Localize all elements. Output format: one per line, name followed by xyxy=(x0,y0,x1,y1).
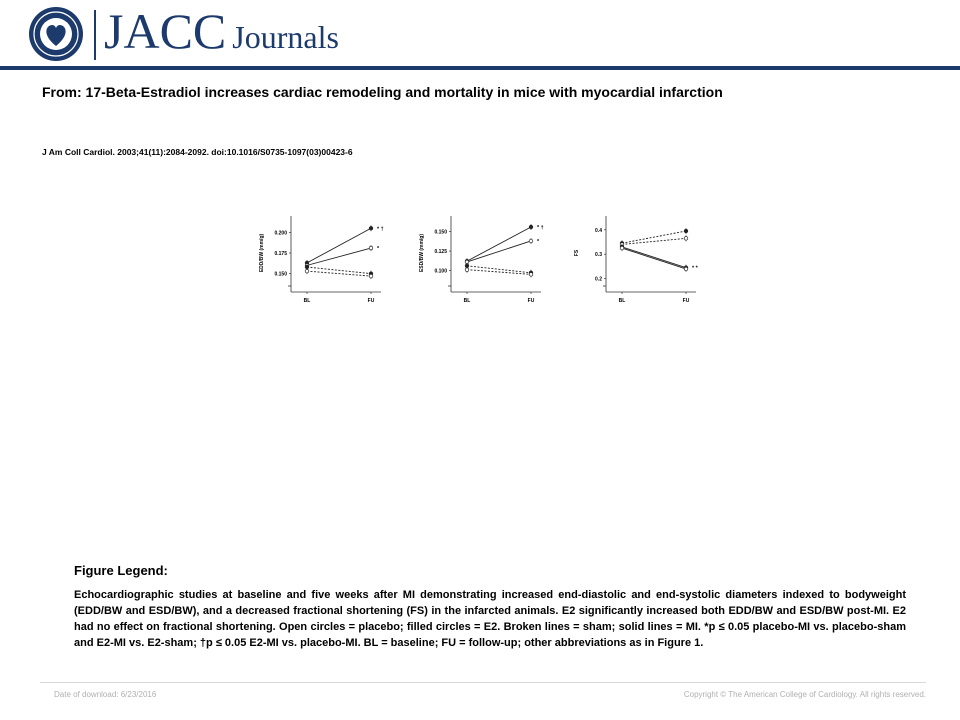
series-line xyxy=(622,248,686,269)
y-tick-label: 0.150 xyxy=(274,271,287,278)
series-line xyxy=(307,271,371,276)
y-tick-label: 0.4 xyxy=(595,227,602,234)
chart-panel-2 xyxy=(419,216,544,304)
y-axis-label: EDD/BW (mm/g) xyxy=(259,233,265,273)
series-line xyxy=(307,267,371,274)
data-point-open xyxy=(684,237,688,241)
article-citation: J Am Coll Cardiol. 2003;41(11):2084-2092. doi:10.1016/S0735-1097(03)00423-6 xyxy=(42,147,353,157)
x-tick-label: FU xyxy=(527,298,535,304)
footer-rule xyxy=(40,682,926,683)
chart-panel-3 xyxy=(574,216,699,304)
series-line xyxy=(622,247,686,268)
acc-seal-icon xyxy=(28,6,84,62)
figure-legend-text: Echocardiographic studies at baseline and five weeks after MI demonstrating increased end-diastolic and end-systolic diameters indexed to bodyweight (EDD/BW and ESD/BW), and a decreased fractional shortening (FS) in the infarcted animals. E2 significantly increased both EDD/BW and ESD/BW post-MI. E2 had no effect on fractional shortening. Open circles = placebo; filled circles = E2. Broken lines = sham; solid lines = MI. *p ≤ 0.05 placebo-MI vs. placebo-sham and E2-MI vs. E2-sham; †p ≤ 0.05 E2-MI vs. placebo-MI. BL = baseline; FU = follow-up; other abbreviations as in Figure 1. xyxy=(74,589,906,649)
y-tick-label: 0.125 xyxy=(434,249,447,256)
y-tick-label: 0.175 xyxy=(274,251,287,257)
y-axis-label: FS xyxy=(574,249,580,257)
download-date: Date of download: 6/23/2016 xyxy=(54,690,157,699)
x-tick-label: FU xyxy=(682,298,690,304)
series-line xyxy=(307,228,371,263)
y-tick-label: 0.100 xyxy=(434,268,447,275)
x-tick-label: BL xyxy=(463,298,471,304)
data-point-open xyxy=(305,269,309,273)
x-tick-label: BL xyxy=(303,298,311,304)
y-axis-label: ESD/BW (mm/g) xyxy=(419,233,425,273)
logo-wordmark xyxy=(104,2,339,60)
figure-legend-heading: Figure Legend: xyxy=(74,563,168,578)
series-line xyxy=(467,270,531,275)
logo-divider xyxy=(94,10,96,60)
echo-figure xyxy=(255,208,705,318)
data-point-open xyxy=(529,273,533,277)
data-point-open xyxy=(369,246,373,250)
y-tick-label: 0.200 xyxy=(274,230,287,237)
data-point-open xyxy=(529,239,533,243)
copyright-notice: Copyright © The American College of Cardiology. All rights reserved. xyxy=(683,690,926,699)
data-point-open xyxy=(620,246,624,250)
logo-journals-text: Journals xyxy=(232,19,339,55)
x-tick-label: BL xyxy=(618,298,626,304)
y-tick-label: 0.150 xyxy=(434,229,447,236)
data-point-open xyxy=(465,268,469,272)
y-tick-label: 0.3 xyxy=(595,252,602,259)
significance-marker: * xyxy=(537,238,540,245)
logo-jacc-text: JACC xyxy=(104,3,227,59)
significance-marker: * xyxy=(377,246,380,253)
data-point-open xyxy=(684,267,688,271)
significance-marker: * † xyxy=(377,226,384,233)
article-title: From: 17-Beta-Estradiol increases cardiac remodeling and mortality in mice with myocardial infarction xyxy=(42,84,723,100)
chart-panel-1 xyxy=(259,216,384,304)
data-point-open xyxy=(369,274,373,278)
header-rule xyxy=(0,66,960,70)
series-line xyxy=(307,248,371,265)
significance-marker: * * xyxy=(692,265,698,272)
data-point-filled xyxy=(529,225,533,229)
y-tick-label: 0.2 xyxy=(595,276,602,283)
series-line xyxy=(622,238,686,244)
data-point-filled xyxy=(684,229,688,233)
significance-marker: * † xyxy=(537,224,544,231)
x-tick-label: FU xyxy=(367,298,375,304)
data-point-filled xyxy=(369,226,373,230)
